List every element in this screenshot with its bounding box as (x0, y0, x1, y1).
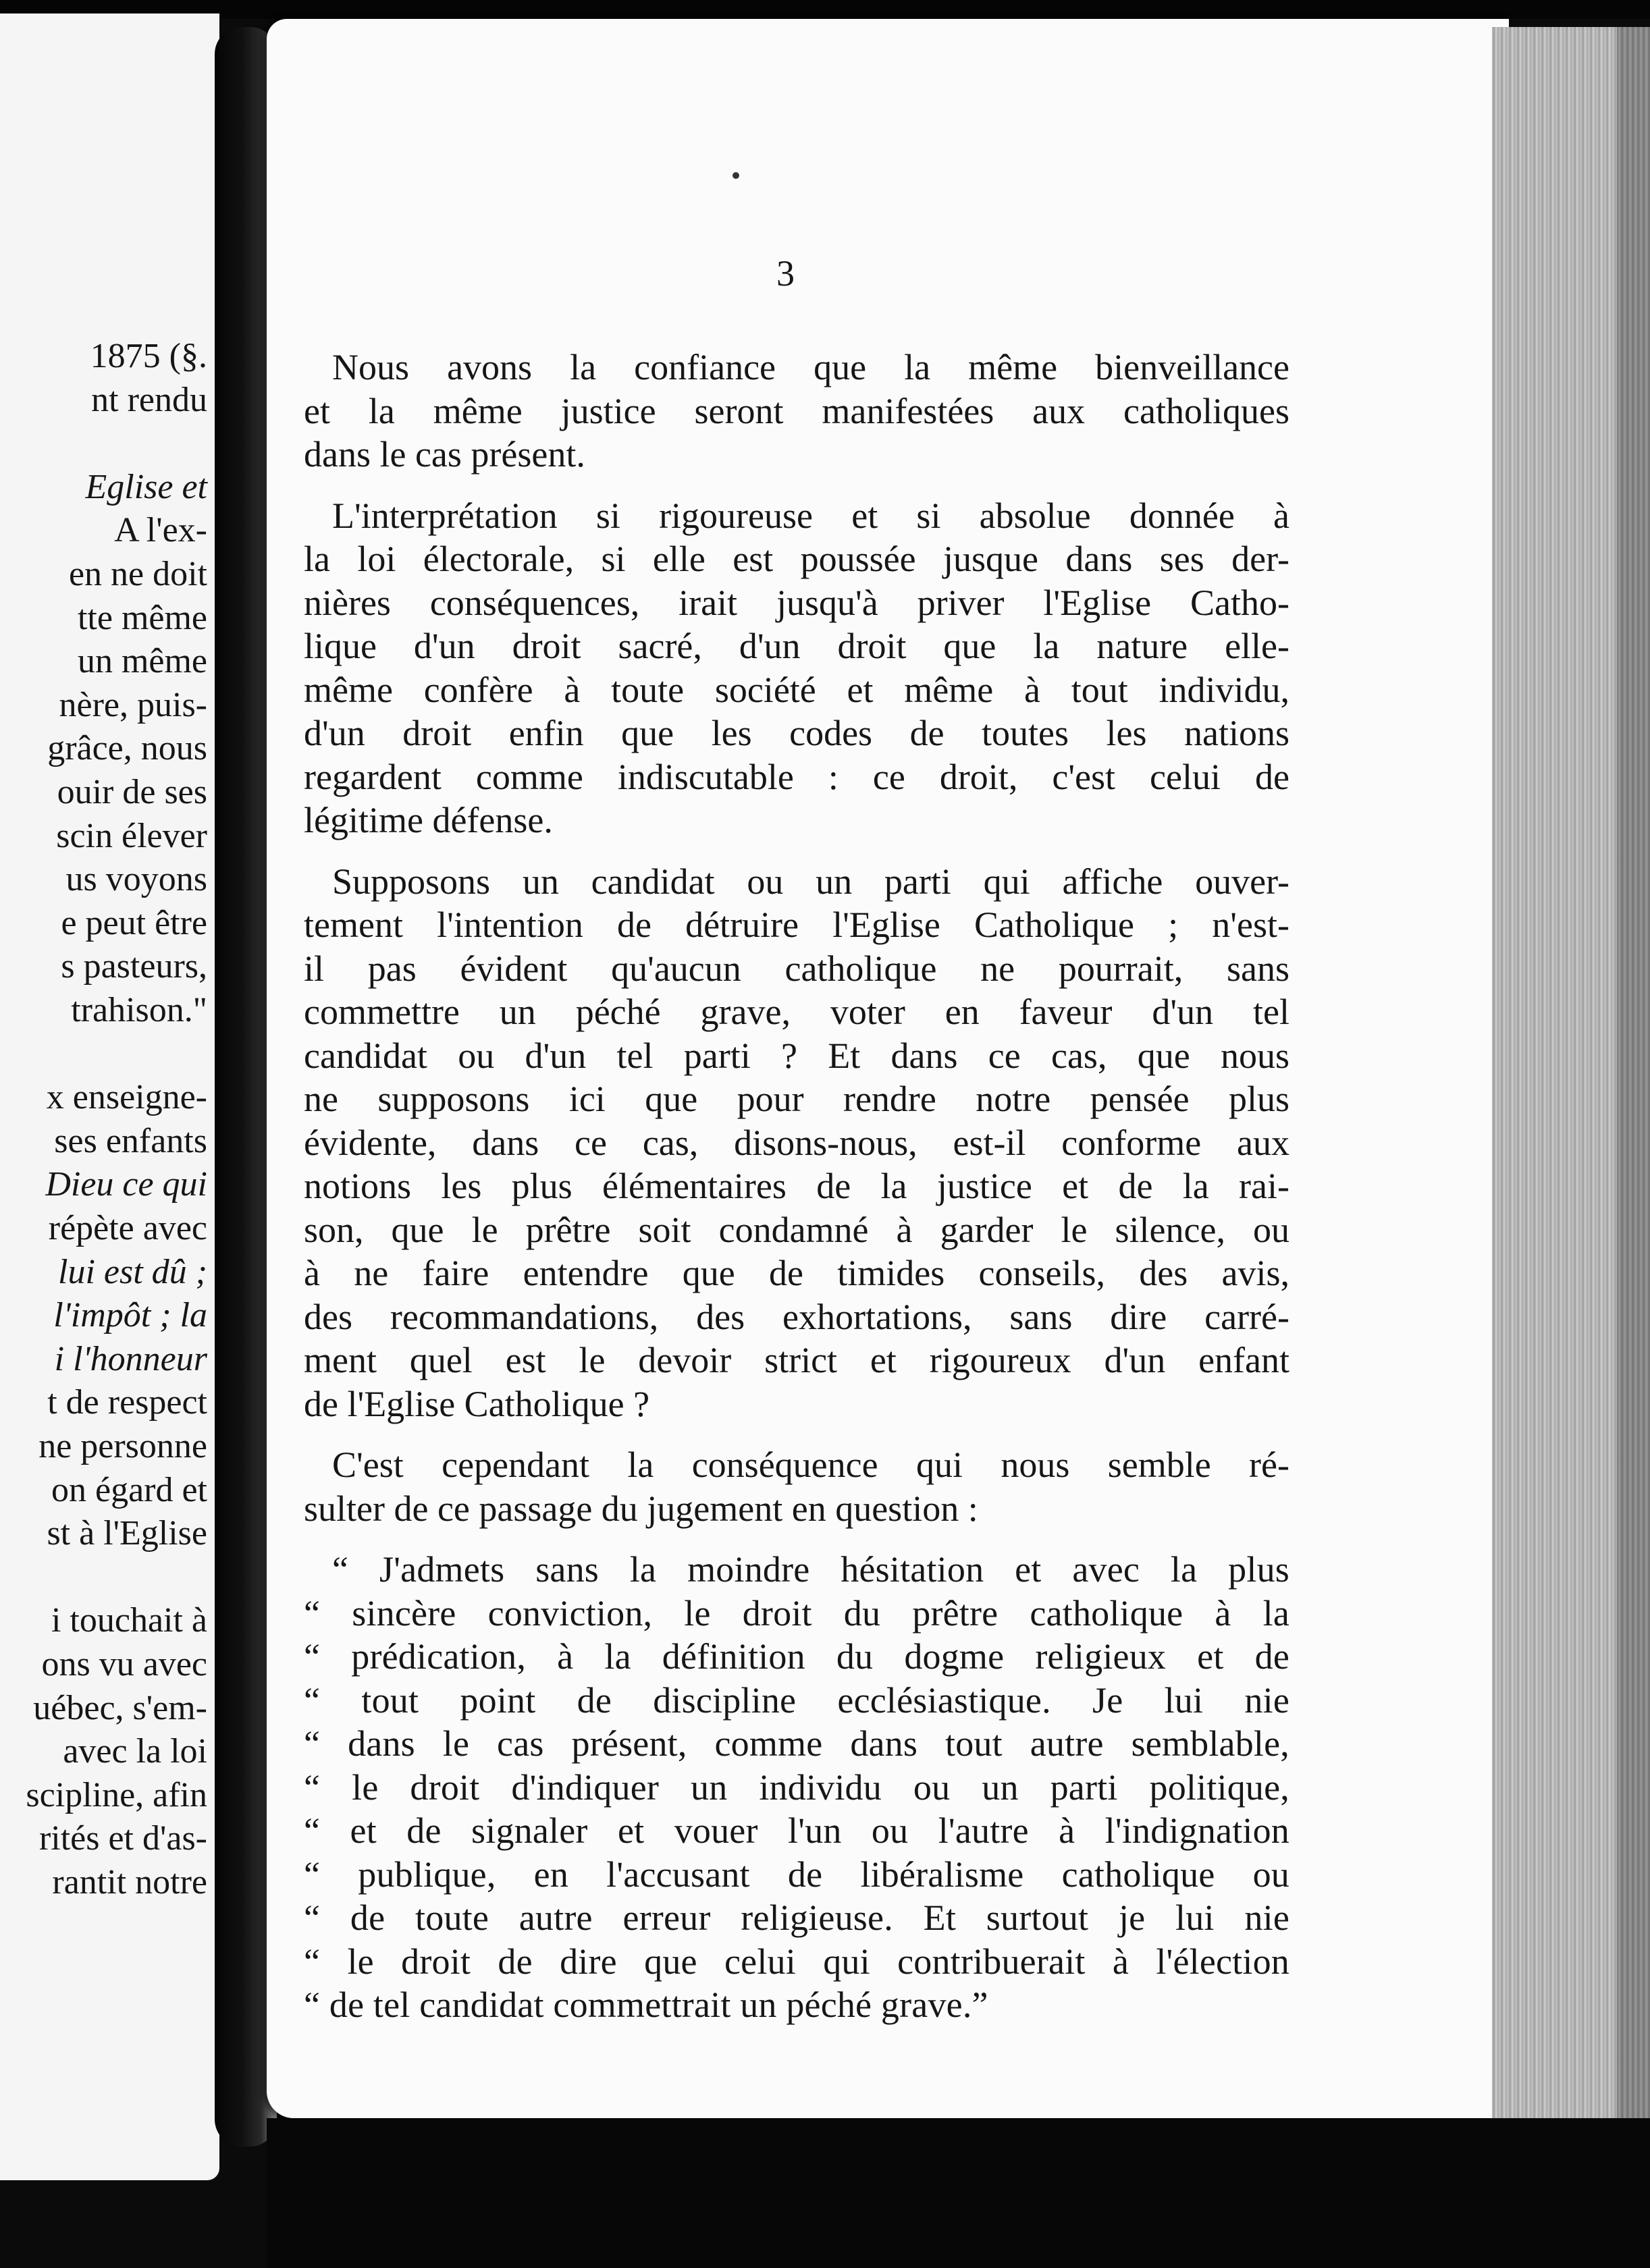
left-page-line: ouir de ses (57, 773, 207, 811)
left-page-line: nère, puis- (59, 685, 207, 724)
text-line: dans le cas présent. (304, 434, 585, 475)
text-line: “ de tel candidat commettrait un péché grave.” (304, 1985, 988, 2025)
left-page-line: st à l'Eglise (47, 1514, 207, 1553)
text-line: sulter de ce passage du jugement en question : (304, 1488, 978, 1529)
text-line: ne supposons ici que pour rendre notre pensée plus (304, 1079, 1289, 1119)
left-page-line: us voyons (65, 860, 207, 899)
text-line: ment quel est le devoir strict et rigoureux d'un enfant (304, 1340, 1289, 1380)
left-page-line: i l'honneur (54, 1339, 207, 1378)
scan-top-border (0, 0, 1650, 19)
left-page-line: avec la loi (63, 1732, 207, 1771)
left-page-line: rités et d'as- (38, 1819, 207, 1858)
text-line: “ le droit d'indiquer un individu ou un parti politique, (304, 1766, 1289, 1808)
left-page-line: l'impôt ; la (53, 1296, 207, 1335)
text-line: regardent comme indiscutable : ce droit, c'est celui de (304, 756, 1289, 797)
text-line: la loi électorale, si elle est poussée jusque dans ses der- (304, 539, 1289, 579)
left-page-line: Dieu ce qui (45, 1165, 207, 1204)
paragraph-1 (304, 346, 1289, 477)
text-line: même confère à toute société et même à tout individu, (304, 669, 1289, 710)
left-page-line: rantit notre (52, 1863, 207, 1901)
ink-speck (733, 172, 739, 179)
text-line: “ publique, en l'accusant de libéralisme catholique ou (304, 1854, 1289, 1895)
left-page-line: tte même (77, 598, 207, 637)
text-line: “ J'admets sans la moindre hésitation et avec la plus (332, 1549, 1289, 1590)
text-line: de l'Eglise Catholique ? (304, 1383, 650, 1424)
text-line: lique d'un droit sacré, d'un droit que la nature elle- (304, 626, 1289, 666)
text-line: notions les plus élémentaires de la justice et de la rai- (304, 1166, 1289, 1206)
left-page-line: Eglise et (85, 467, 207, 506)
text-line: évidente, dans ce cas, disons-nous, est-il conforme aux (304, 1122, 1289, 1163)
text-line: “ sincère conviction, le droit du prêtre catholique à la (304, 1592, 1289, 1634)
text-line: “ de toute autre erreur religieuse. Et surtout je lui nie (304, 1897, 1289, 1938)
text-line: candidat ou d'un tel parti ? Et dans ce cas, que nous (304, 1035, 1289, 1076)
text-line: “ le droit de dire que celui qui contribuerait à l'élection (304, 1941, 1289, 1982)
text-line: il pas évident qu'aucun catholique ne pourrait, sans (304, 948, 1289, 989)
left-page-line: x enseigne- (46, 1078, 207, 1117)
text-line: nières conséquences, irait jusqu'à priver l'Eglise Catho- (304, 582, 1289, 623)
text-line: “ prédication, à la définition du dogme religieux et de (304, 1636, 1289, 1677)
left-page-line: nt rendu (91, 380, 207, 419)
quoted-judgment (304, 1548, 1289, 2027)
left-page-line: s pasteurs, (61, 947, 207, 986)
text-line: et la même justice seront manifestées aux catholiques (304, 390, 1289, 431)
paragraph-2 (304, 494, 1289, 842)
text-line: Supposons un candidat ou un parti qui affiche ouver- (332, 861, 1289, 902)
left-page-line: un même (77, 642, 207, 681)
left-page-line: i touchait à (51, 1601, 207, 1640)
text-line: d'un droit enfin que les codes de toutes les nations (304, 713, 1289, 753)
left-page-line: en ne doit (68, 555, 207, 593)
text-line: L'interprétation si rigoureuse et si absolue donnée à (332, 495, 1289, 536)
left-page-line: lui est dû ; (58, 1252, 207, 1291)
text-line: “ et de signaler et vouer l'un ou l'autre à l'indignation (304, 1810, 1289, 1851)
text-line: à ne faire entendre que de timides conseils, des avis, (304, 1253, 1289, 1293)
left-page-line: ses enfants (54, 1121, 207, 1160)
left-page-line: grâce, nous (47, 729, 207, 768)
left-page-line: ne personne (38, 1427, 207, 1465)
left-page-line: trahison." (71, 991, 207, 1029)
left-page-line: on égard et (51, 1470, 207, 1509)
text-line: “ tout point de discipline ecclésiastique. Je lui nie (304, 1679, 1289, 1721)
text-line: des recommandations, des exhortations, sans dire carré- (304, 1296, 1289, 1337)
left-page-line: t de respect (47, 1383, 207, 1422)
text-line: son, que le prêtre soit condamné à garder le silence, ou (304, 1209, 1289, 1250)
text-line: légitime défense. (304, 800, 553, 840)
left-page-line: uébec, s'em- (33, 1688, 207, 1727)
left-page-line: scin élever (56, 816, 207, 855)
left-page-line: 1875 (§. (90, 337, 207, 375)
text-line: tement l'intention de détruire l'Eglise Catholique ; n'est- (304, 905, 1289, 945)
previous-page-fragment (0, 14, 219, 2180)
scan-bottom-border (267, 2118, 1650, 2268)
paragraph-3 (304, 860, 1289, 1426)
left-page-line: ons vu avec (41, 1645, 207, 1683)
left-page-line: e peut être (61, 903, 207, 942)
text-line: Nous avons la confiance que la même bienveillance (332, 347, 1289, 387)
paragraph-4 (304, 1443, 1289, 1530)
text-line: C'est cependant la conséquence qui nous semble ré- (332, 1444, 1289, 1485)
page-stack-edge-dark (1617, 27, 1650, 2126)
left-page-line: scipline, afin (26, 1775, 207, 1814)
page-number: 3 (776, 253, 795, 294)
text-line: “ dans le cas présent, comme dans tout autre semblable, (304, 1723, 1289, 1764)
page-body (304, 346, 1289, 2045)
left-page-line: répète avec (48, 1209, 207, 1247)
text-line: commettre un péché grave, voter en faveur d'un tel (304, 992, 1289, 1032)
left-page-line: A l'ex- (114, 511, 207, 550)
